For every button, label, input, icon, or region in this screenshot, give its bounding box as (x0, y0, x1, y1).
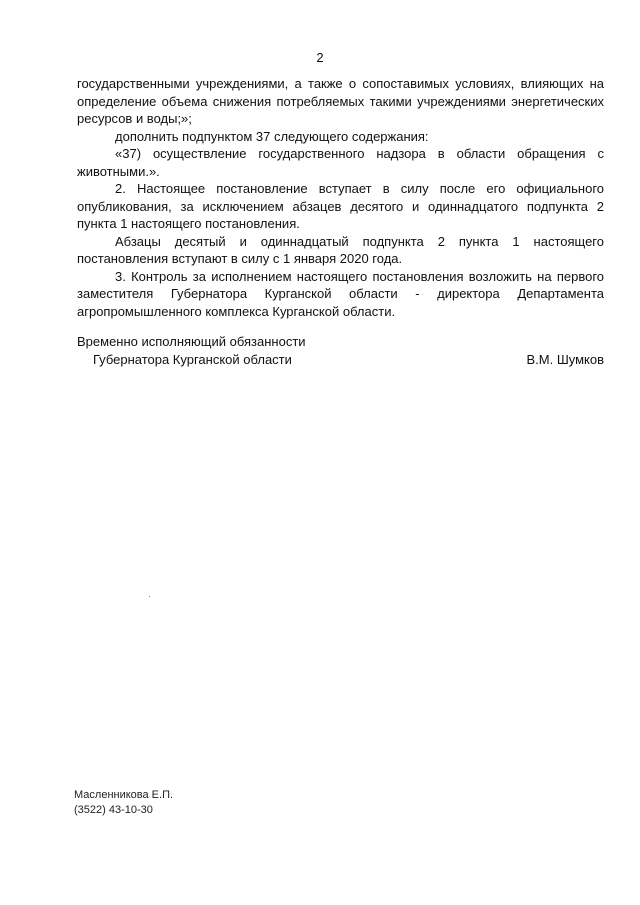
paragraph-subpoint-37: «37) осуществление государственного надзора в области обращения с животными.». (77, 146, 604, 179)
signatory-position-line1: Временно исполняющий обязанности (77, 334, 306, 349)
paragraph-amendment-intro: дополнить подпунктом 37 следующего содержания: (115, 128, 429, 144)
signatory-name: В.М. Шумков (526, 352, 604, 367)
executor-phone: (3522) 43-10-30 (74, 804, 153, 816)
signatory-row (77, 351, 604, 369)
paragraph-item-2: 2. Настоящее постановление вступает в силу после его официального опубликования, за исключением абзацев десятого и одиннадцатого подпункта 2 пункта 1 настоящего постановления. (77, 181, 604, 231)
scan-speck (149, 596, 150, 597)
signatory-position-line2: Губернатора Курганской области (93, 352, 292, 367)
signature-block (77, 333, 604, 369)
paragraph-item-3: 3. Контроль за исполнением настоящего постановления возложить на первого заместителя Губернатора Курганской области - директора Департамента агропромышленного комплекса Курганской области. (77, 268, 604, 319)
paragraph-continuation: государственными учреждениями, а также о сопоставимых условиях, влияющих на определение объема снижения потребляемых такими учреждениями энергетических ресурсов и воды;»; (77, 76, 604, 126)
page-number: 2 (316, 50, 324, 65)
document-body (77, 75, 604, 320)
executor-footer (74, 788, 173, 818)
paragraph-effective-date: Абзацы десятый и одиннадцатый подпункта 2 пункта 1 настоящего постановления вступают в силу с 1 января 2020 года. (77, 233, 604, 266)
executor-name: Масленникова Е.П. (74, 789, 174, 801)
